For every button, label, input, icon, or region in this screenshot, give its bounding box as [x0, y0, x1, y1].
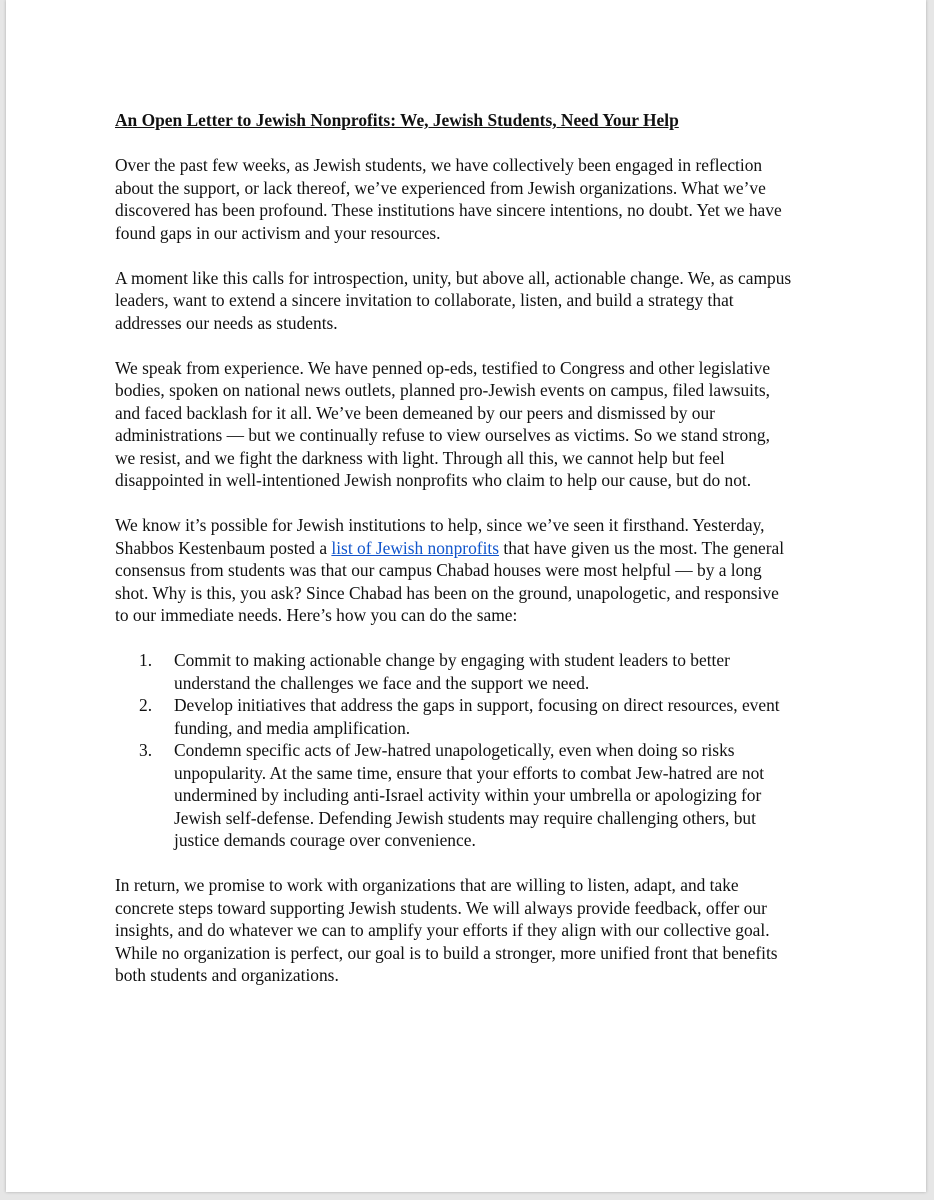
- paragraph-line: Over the past few weeks, as Jewish students, we have collectively been engaged in reflection: [115, 155, 763, 175]
- list-item: [115, 649, 835, 694]
- paragraph-line: While no organization is perfect, our goal is to build a stronger, more unified front that benefits: [115, 942, 778, 963]
- paragraph-line: Jewish self-defense. Defending Jewish students may require challenging others, but: [174, 807, 756, 828]
- list-number: 1.: [139, 650, 153, 670]
- paragraph-line: disappointed in well-intentioned Jewish nonprofits who claim to help our cause, but do not.: [115, 470, 752, 490]
- paragraph-line: We know it’s possible for Jewish institutions to help, since we’ve seen it firsthand. Yesterday,: [115, 515, 765, 535]
- paragraph-line: [115, 537, 835, 560]
- paragraph-line: We speak from experience. We have penned op-eds, testified to Congress and other legislative: [115, 357, 771, 378]
- intro-paragraphs: [115, 154, 835, 492]
- paragraph-line: A moment like this calls for introspection, unity, but above all, actionable change. We, as campus: [115, 267, 792, 288]
- paragraph-line: administrations — but we continually refuse to view ourselves as victims. So we stand strong,: [115, 425, 770, 445]
- paragraph: [115, 357, 835, 492]
- paragraph-line: Commit to making actionable change by engaging with student leaders to better: [174, 650, 730, 670]
- paragraph-line: concrete steps toward supporting Jewish students. We will always provide feedback, offer our: [115, 897, 767, 918]
- paragraph-link: [115, 514, 835, 627]
- paragraph-line: understand the challenges we face and the support we need.: [174, 672, 590, 693]
- paragraph-line: Condemn specific acts of Jew-hatred unapologetically, even when doing so risks: [174, 740, 735, 760]
- paragraph-line: shot. Why is this, you ask? Since Chabad has been on the ground, unapologetic, and responsive: [115, 582, 779, 603]
- paragraph-line: both students and organizations.: [115, 965, 339, 985]
- closing-paragraph: [115, 874, 835, 987]
- paragraph-line: funding, and media amplification.: [174, 717, 411, 738]
- action-list: [115, 649, 835, 852]
- list-number: 3.: [139, 740, 153, 760]
- paragraph-line: leaders, want to extend a sincere invitation to collaborate, listen, and build a strategy that: [115, 290, 734, 310]
- letter-title: An Open Letter to Jewish Nonprofits: We, Jewish Students, Need Your Help: [115, 110, 679, 130]
- paragraph: [115, 154, 835, 244]
- document-body: [115, 109, 835, 987]
- paragraph-line: consensus from students was that our campus Chabad houses were most helpful — by a long: [115, 560, 762, 580]
- list-number: 2.: [139, 695, 153, 715]
- text: Shabbos Kestenbaum posted a: [115, 537, 332, 558]
- paragraph-line: discovered has been profound. These institutions have sincere intentions, no doubt. Yet we have: [115, 200, 782, 220]
- paragraph-line: found gaps in our activism and your resources.: [115, 222, 441, 243]
- paragraph-line: unpopularity. At the same time, ensure that your efforts to combat Jew-hatred are not: [174, 762, 765, 783]
- nonprofits-list-link[interactable]: list of Jewish nonprofits: [331, 537, 500, 558]
- paragraph-line: insights, and do whatever we can to amplify your efforts if they align with our collective goal.: [115, 920, 770, 940]
- paragraph-line: Develop initiatives that address the gaps in support, focusing on direct resources, event: [174, 695, 780, 715]
- list-item: [115, 739, 835, 852]
- paragraph-line: and faced backlash for it all. We’ve been demeaned by our peers and dismissed by our: [115, 402, 715, 423]
- paragraph-line: addresses our needs as students.: [115, 312, 338, 333]
- paragraph: [115, 267, 835, 335]
- document-page: [6, 0, 926, 1192]
- paragraph-line: bodies, spoken on national news outlets, planned pro-Jewish events on campus, filed lawsuits,: [115, 380, 770, 400]
- paragraph-line: undermined by including anti-Israel activity within your umbrella or apologizing for: [174, 785, 762, 805]
- text: that have given us the most. The general: [499, 537, 785, 558]
- paragraph-line: we resist, and we fight the darkness with light. Through all this, we cannot help but feel: [115, 447, 725, 468]
- paragraph-line: In return, we promise to work with organizations that are willing to listen, adapt, and take: [115, 875, 739, 895]
- paragraph-line: to our immediate needs. Here’s how you can do the same:: [115, 605, 518, 625]
- paragraph-line: about the support, or lack thereof, we’ve experienced from Jewish organizations. What we’ve: [115, 177, 766, 198]
- list-item: [115, 694, 835, 739]
- paragraph-line: justice demands courage over convenience.: [174, 830, 476, 850]
